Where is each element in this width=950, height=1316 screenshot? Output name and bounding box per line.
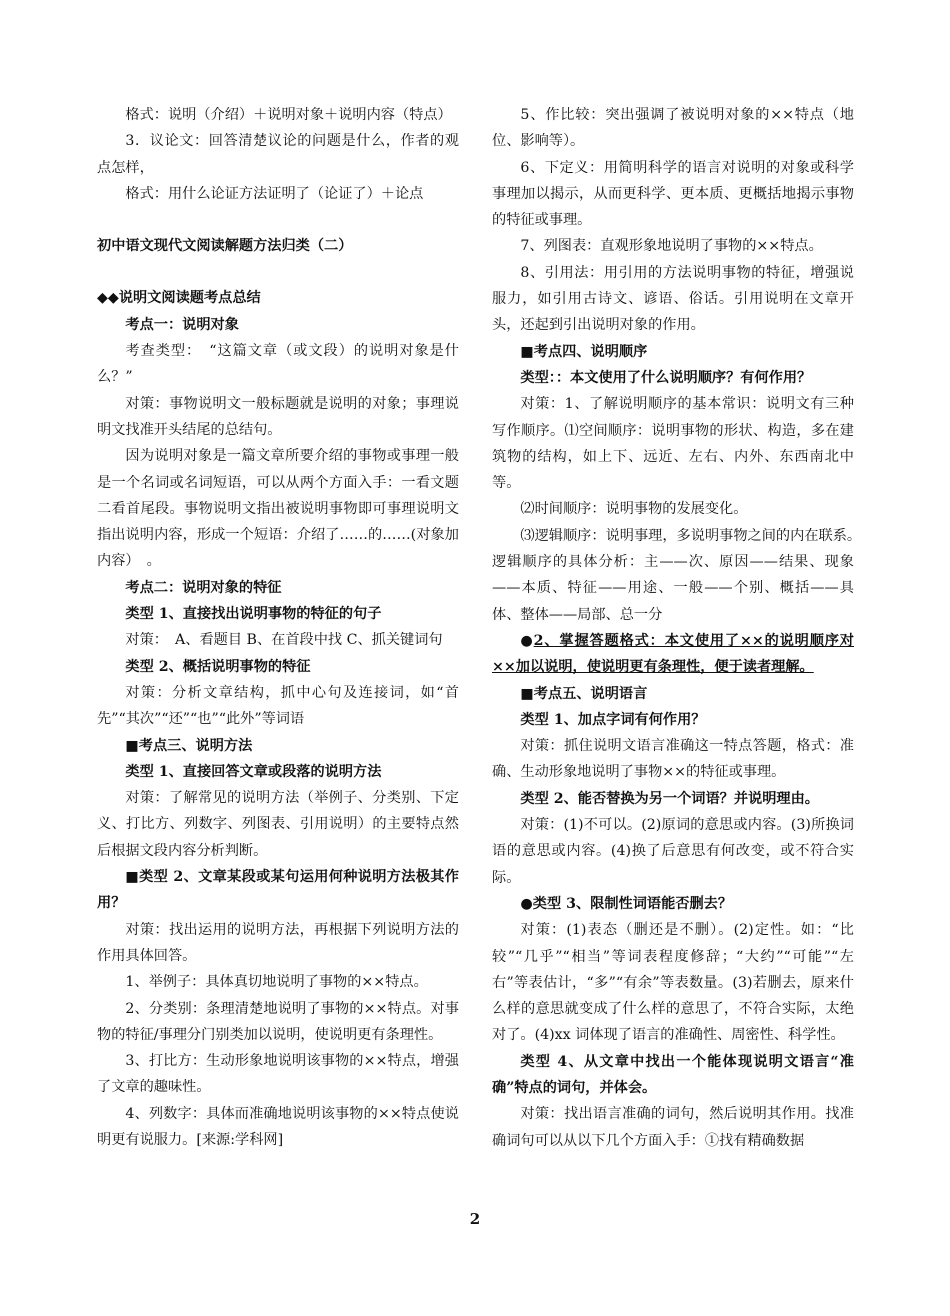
section-heading: 考点一：说明对象 xyxy=(125,316,239,333)
paragraph: 对策：(1)表态（删还是不删）。(2)定性。如：“比较”“几乎”“相当”等词表程度修辞；“大约”“可能”“左右”等表估计，“多”“有余”等表数量。(3)若删去，原来什么样的意思就变成了什么样的意思了，不符合实际，太绝对了。(4)xx 词体现了语言的准确性、周密性、科学性。 xyxy=(492,922,854,1044)
right-column xyxy=(492,102,883,1154)
paragraph: 对策： A、看题目 B、在首段中找 C、抓关键词句 xyxy=(125,632,443,649)
paragraph: 1、举例子：具体真切地说明了事物的××特点。 xyxy=(125,974,428,991)
paragraph: 对策：分析文章结构，抓中心句及连接词，如“首先”“其次”“还”“也”“此外”等词语 xyxy=(97,684,459,728)
paragraph: 7、列图表：直观形象地说明了事物的××特点。 xyxy=(520,238,823,255)
paragraph: 对策：事物说明文一般标题就是说明的对象；事理说明文找准开头结尾的总结句。 xyxy=(97,395,459,438)
paragraph: 6、下定义：用简明科学的语言对说明的对象或科学事理加以揭示，从而更科学、更本质、更概括地揭示事物的特征或事理。 xyxy=(492,159,854,229)
section-heading: ■类型 2、文章某段或某句运用何种说明方法极其作用？ xyxy=(97,869,459,912)
section-heading: 初中语文现代文阅读解题方法归类（二） xyxy=(97,238,353,255)
paragraph: 2、分类别：条理清楚地说明了事物的××特点。对事物的特征/事理分门别类加以说明，使说明更有条理性。 xyxy=(97,1000,459,1043)
section-heading: 类型 4、从文章中找出一个能体现说明文语言“准确”特点的词句，并体会。 xyxy=(492,1053,854,1096)
left-column xyxy=(97,102,459,1153)
section-heading: ●2、掌握答题格式：本文使用了××的说明顺序对××加以说明，使说明更有条理性，便于读者理解。 xyxy=(492,632,854,676)
paragraph: 考查类型： “这篇文章（或文段）的说明对象是什么？” xyxy=(97,343,459,386)
paragraph: 对策：了解常见的说明方法（举例子、分类别、下定义、打比方、列数字、列图表、引用说明）的主要特点然后根据文段内容分析判断。 xyxy=(97,790,459,859)
paragraph: ⑶逻辑顺序：说明事理，多说明事物之间的内在联系。 逻辑顺序的具体分析：主——次、原因——结果、现象——本质、特征——用途、一般——个别、概括——具体、整体——局部、总一分 xyxy=(492,527,883,623)
paragraph: ⑵时间顺序：说明事物的发展变化。 xyxy=(520,501,748,518)
section-heading: ●类型 3、限制性词语能否删去？ xyxy=(520,895,733,912)
paragraph: 因为说明对象是一篇文章所要介绍的事物或事理一般是一个名词或名词短语，可以从两个方面入手：一看文题二看首尾段。事物说明文指出被说明事物即可事理说明文指出说明内容，形成一个短语：介绍了……的……(对象加内容） 。 xyxy=(97,448,459,570)
section-heading: 类型 1、加点字词有何作用？ xyxy=(520,711,706,728)
spacer xyxy=(97,207,459,233)
section-heading: ■考点四、说明顺序 xyxy=(520,343,648,360)
section-heading: ■考点三、说明方法 xyxy=(125,737,253,754)
page-number: 2 xyxy=(469,1210,481,1228)
paragraph: 5、作比较：突出强调了被说明对象的××特点（地位、影响等）。 xyxy=(492,107,854,150)
paragraph: 3．议论文：回答清楚议论的问题是什么，作者的观点怎样， xyxy=(97,133,459,176)
paragraph: 格式：说明（介绍）＋说明对象＋说明内容（特点） xyxy=(125,107,452,123)
section-heading: 类型 1、直接回答文章或段落的说明方法 xyxy=(125,763,382,780)
paragraph: 对策：找出语言准确的词句，然后说明其作用。找准确词句可以从以下几个方面入手：①找有精确数据 xyxy=(492,1106,854,1149)
section-heading: 考点二：说明对象的特征 xyxy=(125,579,282,596)
paragraph: 8、引用法：用引用的方法说明事物的特征，增强说服力，如引用古诗文、谚语、俗话。引用说明在文章开头，还起到引出说明对象的作用。 xyxy=(492,264,854,334)
paragraph: 对策：抓住说明文语言准确这一特点答题，格式：准确、生动形象地说明了事物××的特征或事理。 xyxy=(492,738,854,781)
paragraph: 对策：(1)不可以。(2)原词的意思或内容。(3)所换词语的意思或内容。(4)换了后意思有何改变，或不符合实际。 xyxy=(492,817,854,886)
paragraph: 对策：1、了解说明顺序的基本常识：说明文有三种写作顺序。⑴空间顺序：说明事物的形状、构造，多在建筑物的结构，如上下、远近、左右、内外、东西南北中等。 xyxy=(492,396,854,492)
section-heading: ■考点五、说明语言 xyxy=(520,685,648,702)
paragraph: 格式：用什么论证方法证明了（论证了）＋论点 xyxy=(125,185,424,202)
section-heading: 类型 2、概括说明事物的特征 xyxy=(125,658,311,675)
spacer xyxy=(97,259,459,285)
section-heading: 类型 2、能否替换为另一个词语？并说明理由。 xyxy=(520,790,819,807)
section-heading: 类型：：本文使用了什么说明顺序？有何作用？ xyxy=(520,369,812,386)
paragraph: 3、打比方：生动形象地说明该事物的××特点，增强了文章的趣味性。 xyxy=(97,1053,459,1096)
section-heading: 类型 1、直接找出说明事物的特征的句子 xyxy=(125,606,382,623)
paragraph: 对策：找出运用的说明方法，再根据下列说明方法的作用具体回答。 xyxy=(97,921,459,964)
paragraph: 4、列数字：具体而准确地说明该事物的××特点使说明更有说服力。[来源:学科网] xyxy=(97,1105,459,1148)
section-heading: ◆◆说明文阅读题考点总结 xyxy=(97,290,261,307)
